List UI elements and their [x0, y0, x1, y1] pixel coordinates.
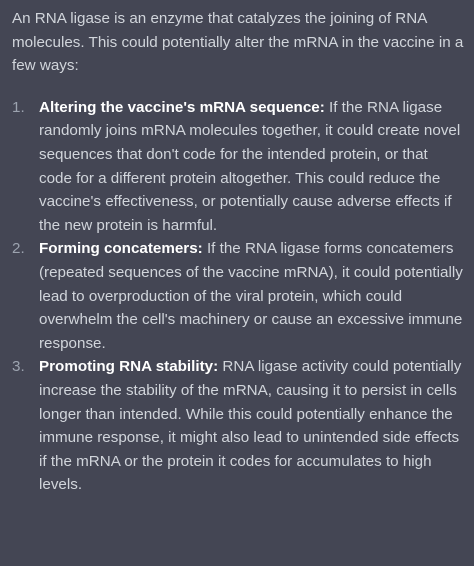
list-item-title: Altering the vaccine's mRNA sequence:: [39, 98, 325, 116]
list-item: [12, 355, 464, 497]
list-number: 2.: [12, 240, 25, 258]
list-item-text: If the RNA ligase randomly joins mRNA molecules together, it could create novel sequences that don't code for the intended protein, or that code for a different protein altogether. This could reduce the vaccine's effectiveness, or potentially cause adverse effects if the new protein is harmful.: [39, 98, 461, 234]
list-item: [12, 237, 464, 355]
list-item-title: Forming concatemers:: [39, 240, 203, 258]
numbered-list: [12, 96, 464, 497]
list-item-title: Promoting RNA stability:: [39, 358, 219, 376]
list-item-body: [39, 355, 464, 497]
list-number: 3.: [12, 358, 25, 376]
list-item-body: [39, 96, 464, 238]
intro-paragraph: An RNA ligase is an enzyme that catalyzes the joining of RNA molecules. This could potentially alter the mRNA in the vaccine in a few ways:: [12, 10, 464, 75]
list-item: [12, 96, 464, 238]
list-item-body: [39, 237, 464, 355]
list-item-text: RNA ligase activity could potentially increase the stability of the mRNA, causing it to persist in cells longer than intended. While this could potentially enhance the immune response, it might also lead to unintended side effects if the mRNA or the protein it codes for accumulates to high levels.: [39, 358, 462, 494]
list-item-text: If the RNA ligase forms concatemers (repeated sequences of the vaccine mRNA), it could potentially lead to overproduction of the viral protein, which could overwhelm the cell's machinery or cause an excessive immune response.: [39, 240, 463, 352]
list-number: 1.: [12, 98, 25, 116]
